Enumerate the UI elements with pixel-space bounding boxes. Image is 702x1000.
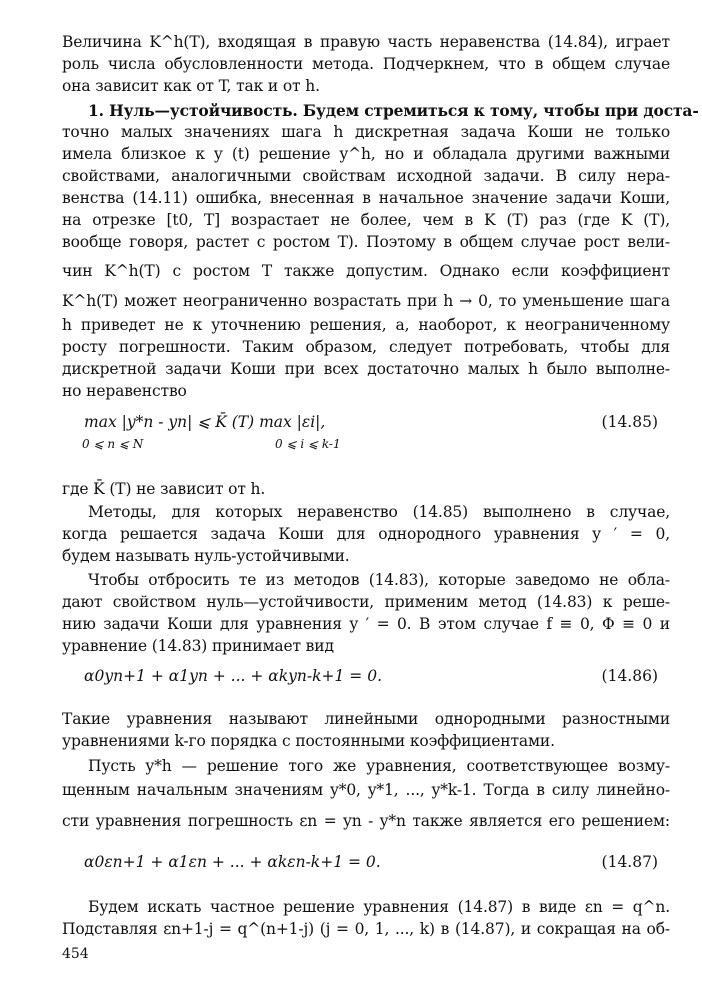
text-line: венства (14.11) ошибка, внесенная в начальное значение задачи Коши, <box>62 189 670 207</box>
equation-14-85: max |y*n - yn| ⩽ K̄ (T) max |εi|, <box>84 413 326 431</box>
text-line: дискретной задачи Коши при всех достаточно малых h было выполне- <box>62 360 670 378</box>
text-line: h приведет не к уточнению решения, а, наоборот, к неограниченному <box>62 316 670 334</box>
text-line: точно малых значениях шага h дискретная задача Коши не только <box>62 123 670 141</box>
text-line: Методы, для которых неравенство (14.85) выполнено в случае, <box>88 503 670 521</box>
text-line: сти уравнения погрешность εn = yn - y*n также является его решением: <box>62 812 670 830</box>
equation-number: (14.87) <box>601 853 658 871</box>
text-line: Такие уравнения называют линейными однородными разностными <box>62 710 670 728</box>
equation-subscript: 0 ⩽ i ⩽ k-1 <box>275 437 341 451</box>
text-line: дают свойством нуль—устойчивости, применим метод (14.83) к реше- <box>62 593 670 611</box>
text-line: Будем искать частное решение уравнения (14.87) в виде εn = q^n. <box>88 898 670 916</box>
equation-subscript: 0 ⩽ n ⩽ N <box>82 437 144 451</box>
text-line: уравнениями k-го порядка с постоянными коэффициентами. <box>62 732 555 750</box>
text-line: Пусть y*h — решение того же уравнения, соответствующее возму- <box>88 757 670 775</box>
text-line: K^h(T) может неограниченно возрастать при h → 0, то уменьшение шага <box>62 292 670 310</box>
text-line: Чтобы отбросить те из методов (14.83), которые заведомо не обла- <box>88 571 670 589</box>
text-line: росту погрешности. Таким образом, следует потребовать, чтобы для <box>62 338 670 356</box>
text-line: на отрезке [t0, T] возрастает не более, чем в K (T) раз (где K (T), <box>62 211 670 229</box>
text-line: чин K^h(T) с ростом T также допустим. Однако если коэффициент <box>62 262 670 280</box>
text-line: вообще говоря, растет с ростом T). Поэтому в общем случае рост вели- <box>62 233 670 251</box>
text-line: имела близкое к y (t) решение y^h, но и обладала другими важными <box>62 145 670 163</box>
text-line: роль числа обусловленности метода. Подчеркнем, что в общем случае <box>62 55 670 73</box>
page-number: 454 <box>62 946 89 962</box>
equation-14-87: α0εn+1 + α1εn + ... + αkεn-k+1 = 0. <box>84 853 381 871</box>
text-line: Величина K^h(T), входящая в правую часть неравенства (14.84), играет <box>62 33 670 51</box>
section-heading-line: 1. Нуль—устойчивость. Будем стремиться к тому, чтобы при доста- <box>88 101 699 120</box>
text-line: нию задачи Коши для уравнения y ′ = 0. В этом случае f ≡ 0, Φ ≡ 0 и <box>62 615 670 633</box>
text-line: но неравенство <box>62 382 187 400</box>
equation-number: (14.85) <box>601 413 658 431</box>
text-line: Подставляя εn+1-j = q^(n+1-j) (j = 0, 1, ..., k) в (14.87), и сокращая на об- <box>62 920 670 938</box>
text-line: щенным начальным значениям y*0, y*1, ..., y*k-1. Тогда в силу линейно- <box>62 781 670 799</box>
text-line: уравнение (14.83) принимает вид <box>62 637 334 655</box>
text-line: свойствами, аналогичными свойствам исходной задачи. В силу нера- <box>62 167 670 185</box>
equation-number: (14.86) <box>601 667 658 685</box>
text-line: где K̄ (T) не зависит от h. <box>62 480 266 498</box>
text-line: когда решается задача Коши для однородного уравнения y ′ = 0, <box>62 525 670 543</box>
text-line: будем называть нуль-устойчивыми. <box>62 547 350 565</box>
equation-14-86: α0yn+1 + α1yn + ... + αkyn-k+1 = 0. <box>84 667 382 685</box>
text-line: она зависит как от T, так и от h. <box>62 77 320 95</box>
